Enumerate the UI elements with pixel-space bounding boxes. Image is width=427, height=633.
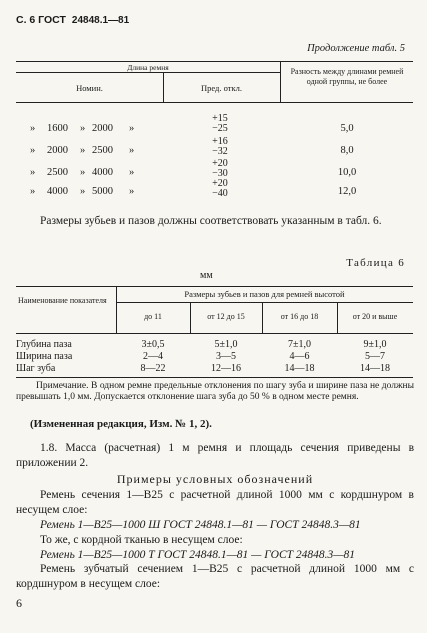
- ditto-mark: »: [129, 186, 135, 197]
- length-difference: 5,0: [340, 123, 354, 134]
- section-1-8: 1.8. Масса (расчетная) 1 м ремня и площадь сечения приведены в приложении 2.: [16, 442, 414, 469]
- cell-value: 5—7: [365, 351, 385, 362]
- deviation-minus: −40: [212, 188, 228, 199]
- nominal-header: Номин.: [76, 83, 103, 93]
- table-6-title: Таблица 6: [346, 257, 405, 269]
- row-name: Ширина паза: [16, 351, 73, 362]
- deviation-plus: +16: [212, 136, 228, 147]
- page-label: С. 6 ГОСТ: [16, 14, 66, 26]
- ditto-mark: »: [80, 186, 86, 197]
- example-2-text: То же, с кордной тканью в несущем слое:: [40, 534, 243, 546]
- row-name: Глубина паза: [16, 339, 72, 350]
- length-from: 4000: [47, 186, 68, 197]
- length-to: 2500: [92, 145, 113, 156]
- ditto-mark: »: [80, 167, 86, 178]
- deviation-plus: +15: [212, 113, 228, 124]
- length-from: 1600: [47, 123, 68, 134]
- length-from: 2500: [47, 167, 68, 178]
- table-6-unit: мм: [200, 270, 213, 281]
- ditto-mark: »: [30, 123, 36, 134]
- cell-value: 14—18: [284, 363, 315, 374]
- cell-value: 3±0,5: [141, 339, 165, 350]
- height-header: от 20 и выше: [352, 312, 398, 321]
- ditto-mark: »: [129, 167, 135, 178]
- cell-value: 4—6: [289, 351, 310, 362]
- page-header: [16, 14, 129, 26]
- length-from: 2000: [47, 145, 68, 156]
- deviation-header: Пред. откл.: [201, 83, 242, 93]
- example-2-code: Ремень 1—B25—1000 Т ГОСТ 24848.1—81 — ГОСТ 24848.3—81: [40, 549, 356, 561]
- ditto-mark: »: [80, 123, 86, 134]
- height-header: до 11: [144, 312, 162, 321]
- cell-value: 12—16: [211, 363, 241, 374]
- ditto-mark: »: [129, 123, 135, 134]
- heights-group-header: Размеры зубьев и пазов для ремней высотой: [184, 289, 345, 299]
- length-to: 4000: [92, 167, 113, 178]
- deviation-minus: −30: [212, 168, 228, 179]
- length-difference: 10,0: [337, 167, 357, 178]
- cell-value: 3—5: [216, 351, 236, 362]
- height-header: от 16 до 18: [280, 312, 319, 321]
- examples-heading: Примеры условных обозначений: [116, 472, 314, 486]
- deviation-plus: +20: [212, 158, 228, 169]
- length-to: 2000: [92, 123, 113, 134]
- cell-value: 7±1,0: [288, 339, 311, 350]
- cell-value: 2—4: [143, 351, 163, 362]
- paragraph-dimensions: Размеры зубьев и пазов должны соответствовать указанным в табл. 6.: [40, 215, 382, 227]
- page-number: 6: [16, 596, 22, 610]
- cell-value: 9±1,0: [363, 339, 387, 350]
- ditto-mark: »: [80, 145, 86, 156]
- deviation-minus: −25: [212, 123, 228, 134]
- example-1-text: Ремень сечения 1—B25 с расчетной длиной 1000 мм с кордшнуром в несущем слое:: [16, 489, 414, 516]
- cell-value: 14—18: [360, 363, 390, 374]
- length-difference: 8,0: [340, 145, 354, 156]
- ditto-mark: »: [30, 167, 36, 178]
- table-6-note: Примечание. В одном ремне предельные отклонения по шагу зуба и ширине паза не должны превышать 1,0 мм. Допускается отклонение шага зуба до 50 % в одном месте ремня.: [16, 381, 414, 402]
- deviation-minus: −32: [212, 146, 228, 157]
- ditto-mark: »: [30, 186, 36, 197]
- deviation-plus: +20: [212, 178, 228, 189]
- length-difference: 12,0: [337, 186, 357, 197]
- cell-value: 5±1,0: [214, 339, 238, 350]
- row-name: Шаг зуба: [16, 363, 56, 374]
- indicator-name-header: Наименование показателя: [18, 296, 107, 305]
- example-1-code: Ремень 1—B25—1000 Ш ГОСТ 24848.1—81 — ГОСТ 24848.3—81: [40, 519, 361, 531]
- height-header: от 12 до 15: [207, 312, 245, 321]
- revision-note: (Измененная редакция, Изм. № 1, 2).: [30, 418, 212, 430]
- ditto-mark: »: [129, 145, 135, 156]
- standard-number: 24848.1—81: [71, 15, 130, 26]
- difference-header: Разность между длинами ремней одной группы, не более: [290, 67, 404, 86]
- length-group-header: Длина ремня: [127, 63, 169, 72]
- ditto-mark: »: [30, 145, 36, 156]
- example-3-text: Ремень зубчатый сечением 1—B25 с расчетной длиной 1000 мм с кордшнуром в несущем слое:: [16, 563, 414, 590]
- length-to: 5000: [92, 186, 113, 197]
- table-continuation-label: Продолжение табл. 5: [307, 43, 405, 54]
- cell-value: 8—22: [140, 363, 166, 374]
